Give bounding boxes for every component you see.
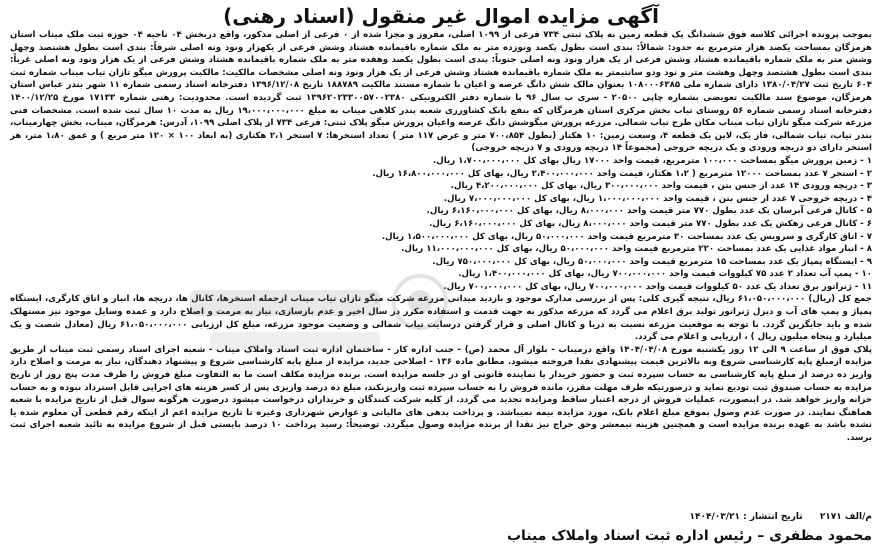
list-item: ۱۰ - پمپ آب تعداد ۲ عدد ۷۵ کیلووات قیمت واحد ۷۰۰،۰۰۰،۰۰۰ ریال، بهای کل ۱،۴۰۰،۰۰۰،۰۰۰ ریال. bbox=[458, 269, 872, 280]
notice-footer bbox=[10, 512, 872, 546]
list-item: ۴ - دریچه خروجی ۷ عدد از جنس بتن ، قیمت واحد ۱،۰۰۰،۰۰۰،۰۰۰ ریال، بهای کل ۷،۰۰۰،۰۰۰،۰۰۰ ریال. bbox=[443, 193, 872, 204]
property-description: بموجب پرونده اجرائی کلاسه فوق ششدانگ یک قطعه زمین به پلاک ثبتی ۷۳۴ فرعی از ۱۰۹۹ اصلی، مفروز و مجزا شده از ۰ فرعی از اصلی مذکور، واقع دربخش ۰۴ ناحیه ۰۴ حوزه ثبت ملک میناب استان هرمزگان بمساحت یکصد هزار مترمربع به حدود: شمالاً: بندی است بطول یکصد ونوزده متر به ملک شماره باقیمانده هشتاد وشش فرعی از یکهزار ونود ونه اصلی شرقاً: بندی است بطول هشتصد وچهل وشش متر به ملک شماره باقیمانده هشتاد وشش فرعی از یک هزار ونود ونه اصلی جنوباً: بندی است بطول یکصد وهفده متر به ملک شماره باقیمانده هشتاد وشش فرعی از یک هزار ونود ونه اصلی غرباً: بندی است بطول هشتصد وچهل وهشت متر و نود ودو سانتیمتر به ملک شماره باقیمانده هشتاد وشش فرعی از یک هزار ونود ونه اصلی مشخصات مالکیت: مالکیت پرورش میگو تازان تیاب میناب شماره ثبت ۶۰۴ تاریخ ثبت ۱۳۸۰/۰۴/۲۷ دارای شماره ملی ۱۰۸۰۰۰۶۳۸۵ بعنوان مالک شش دانگ عرصه و اعیان با شماره مستند مالکیت ۱۸۸۷۸۹ تاریخ ۱۳۹۶/۱۲/۰۸ دفترخانه اسناد رسمی شماره ۱۱ شهر بندر عباس استان هرمزگان، موضوع سند مالکیت تعویضی بشماره چاپی ۲۰۵۰۰ - سری ب سال ۹۶ با شماره دفتر الکترونیکی ۱۳۹۶۲۰۲۳۳۰۰۵۷۰۰۲۳۸۰ ثبت گردیده است. محدودیت: رهنی شماره ۱۷۱۳۳ مورخ ۱۴۰۰/۱۲/۲۵ دفترخانه اسناد رسمی شماره ۵۶ روستای تیاب بخش مرکزی استان هرمزگان که بنفع بانک کشاورزی شعبه بندر کلاهی میناب به مبلغ ۱۹،۰۰۰،۰۰۰،۰۰۰ ریال به مدت ۱۰ سال ثبت شده است. مشخصات فنی مزرعه شرکت میگو تازان تیاب میناب مکان طرح تیاب شمالی. مزرعه پرورش میگوشش دانگ عرصه واعیان پرورش میگو پلاک ثبتی: فرعی ۷۳۴ از پلاک اصلی ۱۰۹۹، آدرس: هرمزگان، میناب، بخش چهارمیناب، بندر تیاب، تیاب شمالی، فاز یک، لاین یک قطعه ۴، وسعت زمین: ۱۰ هکتار (بطول ۷۰۰،۸۵۴ متر و عرض ۱۱۷ متر ) تعداد استخرها: ۷ استخر ۲،۱ هکتاری (به ابعاد ۱۰۰ × ۱۲۰ متر مربع ) و عمق ۱،۸۰ متر، هر استخر دارای دو دریچه ورودی و یک دریچه خروجی (مجموعاً ۱۴ دریچه ورودی و ۷ دریچه خروجی) bbox=[10, 30, 873, 154]
list-item: ۸ - انبار مواد غذایی یک عدد بمساحت ۲۲۰ مترمربع قیمت واحد ۵۰،۰۰۰،۰۰۰ ریال، بهای کل ۱۱،۰۰۰،۰۰۰،۰۰۰ ریال. bbox=[401, 244, 872, 255]
list-item: ۳ - دریچه ورودی ۱۴ عدد از جنس بتن ، قیمت واحد ۳۰۰،۰۰۰،۰۰۰ ریال، بهای کل ۴،۲۰۰،۰۰۰،۰۰۰ ریال. bbox=[450, 181, 872, 192]
list-item: ۵ - کانال فرعی آبرسان یک عدد بطول ۷۷۰ متر قیمت واحد ۸،۰۰۰،۰۰۰ ریال، بهای کل ۶،۱۶۰،۰۰۰،۰۰۰ ریال. bbox=[426, 206, 872, 217]
publish-date: تاریخ انتشار : ۱۴۰۴/۰۳/۲۱ bbox=[689, 512, 803, 522]
list-item: ۷ - اتاق کارگری و سرویس یک عدد بمساحت ۳۰ مترمربع قیمت واحد ۵۰،۰۰۰،۰۰۰ ریال، بهای کل ۱،۵۰۰،۰۰۰،۰۰۰ ریال. bbox=[381, 231, 872, 242]
signature: محمود مظفری – رئیس اداره ثبت اسناد واملاک میناب bbox=[506, 528, 872, 544]
reference-number: م/الف ۲۱۷۱ bbox=[819, 512, 872, 522]
list-item: ۱۱ - ژنراتور برق تعداد یک عدد ۵۰ کیلووات قیمت واحد ۷۰۰،۰۰۰،۰۰۰ ریال، بهای کل ۷۰۰،۰۰۰،۰۰۰ ریال. bbox=[443, 281, 872, 292]
list-item: ۹ - ایستگاه پمپاژ یک عدد بمساحت ۱۵ مترمربع قیمت واحد ۵۰،۰۰۰،۰۰۰ ریال، بهای کل ۷۵۰،۰۰۰،۰۰۰ ریال. bbox=[432, 256, 872, 267]
reference-line bbox=[675, 512, 872, 522]
appraisal-items-list bbox=[10, 155, 872, 294]
list-item: ۲ - استخر ۷ عدد بمساحت ۱۲۰۰۰ مترمربع ( ۱،۲ هکتار، قیمت واحد ۲،۴۰۰،۰۰۰،۰۰۰ ریال، بهای کل ۱۶،۸۰۰،۰۰۰،۰۰۰ ریال. bbox=[372, 168, 872, 179]
notice-title: آگهی مزایده اموال غیر منقول (اسناد رهنی) bbox=[223, 4, 659, 28]
auction-conditions: پلاک فوق از ساعت ۹ الی ۱۲ روز یکشنبه مورخ ۱۴۰۴/۰۴/۰۸ واقع درمیناب - بلوار آل محمد (ص) - جنب اداره کار - ساختمان اداره ثبت اسناد واملاک میناب - شعبه اجرای اسناد رسمی ثبت میناب از طریق مزایده ازمبلغ پایه کارشناسی شروع وبه بالاترین قیمت پیشنهادی نقدا فروخته میشود. مطابق ماده ۱۳۶ - اصلاحی جدید، مزایده از مبلغ پایه کارشناسی شروع و پیشنهاد دهندگان، نیاز به مرمت و اصلاح دارد واریز ده درصد از مبلغ پایه کارشناسی به حساب سپرده ثبت و حضور خریدار یا نماینده قانونی او در جلسه مزایده است. برنده مزایده مکلف است ما به التفاوت مبلغ فروش را ظرف مدت پنج روز از تاریخ مزایده به حساب صندوق ثبت تودیع نماید و درصورتیکه ظرف مهلت مقرر، مانده فروش را به حساب سپرده ثبت واریزنکند، مبلغ ده درصد واریزی پس از کسر هزینه های اجرایی قابل استرداد نبوده و به حساب خزانه واریز خواهد شد. در اینصورت، عملیات فروش از درجه اعتبار ساقط ومزایده تجدید می گردد. از کلیه شرکت کنندگان و خریداران درخواست میشود درصورت هرگونه سوال قبل از تاریخ مزایده با شعبه هماهنگ نمایند. در صورت عدم وصول بموقع مبلغ اعلام بانک، مورد مزایده بیمه نمیباشد. و پرداخت بدهی های مالیاتی و عوارض شهرداری وغیره تا تاریخ مزایده اعم از اینکه رقم قطعی آن معلوم شده یا نشده باشد به عهده برنده مزایده است و همچنین هزینه نیمعشر وحق حراج نیز نقدا از برنده مزایده وصول میگردد. توضیحاً: رسید پرداخت ۱۰ درصد بایستی قبل از شروع مزایده به تائید شعبه اجرای ثبت برسد. bbox=[10, 344, 872, 443]
appraisal-summary: جمع کل (ریال) ۶۱،۰۵۰،۰۰۰،۰۰۰ ریال، نتیجه گیری کلی: پس از بررسی مدارک موجود و بازدید میدانی مزرعه شرکت میگو تازان تیاب میناب ازجمله استخرها، کانال ها، دریچه ها، انبار و اتاق کارگری، ایستگاه پمپاژ و پمپ های آب و دیزل ژنراتور تولید برق اعلام می گردد که مزرعه مذکور به جهت قدمت و استفاده مکرر در سال اخیر و عدم بازسازی، نیاز به مرمت و اصلاح دارد و عمده وسایل موجود نیز مستهلک شده و باید جایگزین گردد. با توجه به موقعیت مزرعه نسبت به دریا و کانال اصلی و قرار گرفتن درسایت تیاب شمالی و وضعیت موجود مزرعه، مبلغ کل ارزیابی ۶۱،۰۵۰،۰۰۰،۰۰۰ ریال (معادل شصت و یک میلیارد و پنجاه میلیون ریال ) ، ارزیابی و اعلام می گردد. bbox=[10, 294, 872, 343]
list-item: ۶ - کانال فرعی زهکش یک عدد بطول ۷۷۰ متر قیمت واحد ۸،۰۰۰،۰۰۰ ریال، بهای کل ۶،۱۶۰،۰۰۰،۰۰۰ ریال. bbox=[429, 218, 872, 229]
list-item: ۱ - زمین پرورش میگو بمساحت ۱۰۰،۰۰۰ مترمربع، قیمت واحد ۱۷۰۰۰ ریال بهای کل ۱،۷۰۰،۰۰۰،۰۰۰ ریال. bbox=[433, 155, 872, 166]
